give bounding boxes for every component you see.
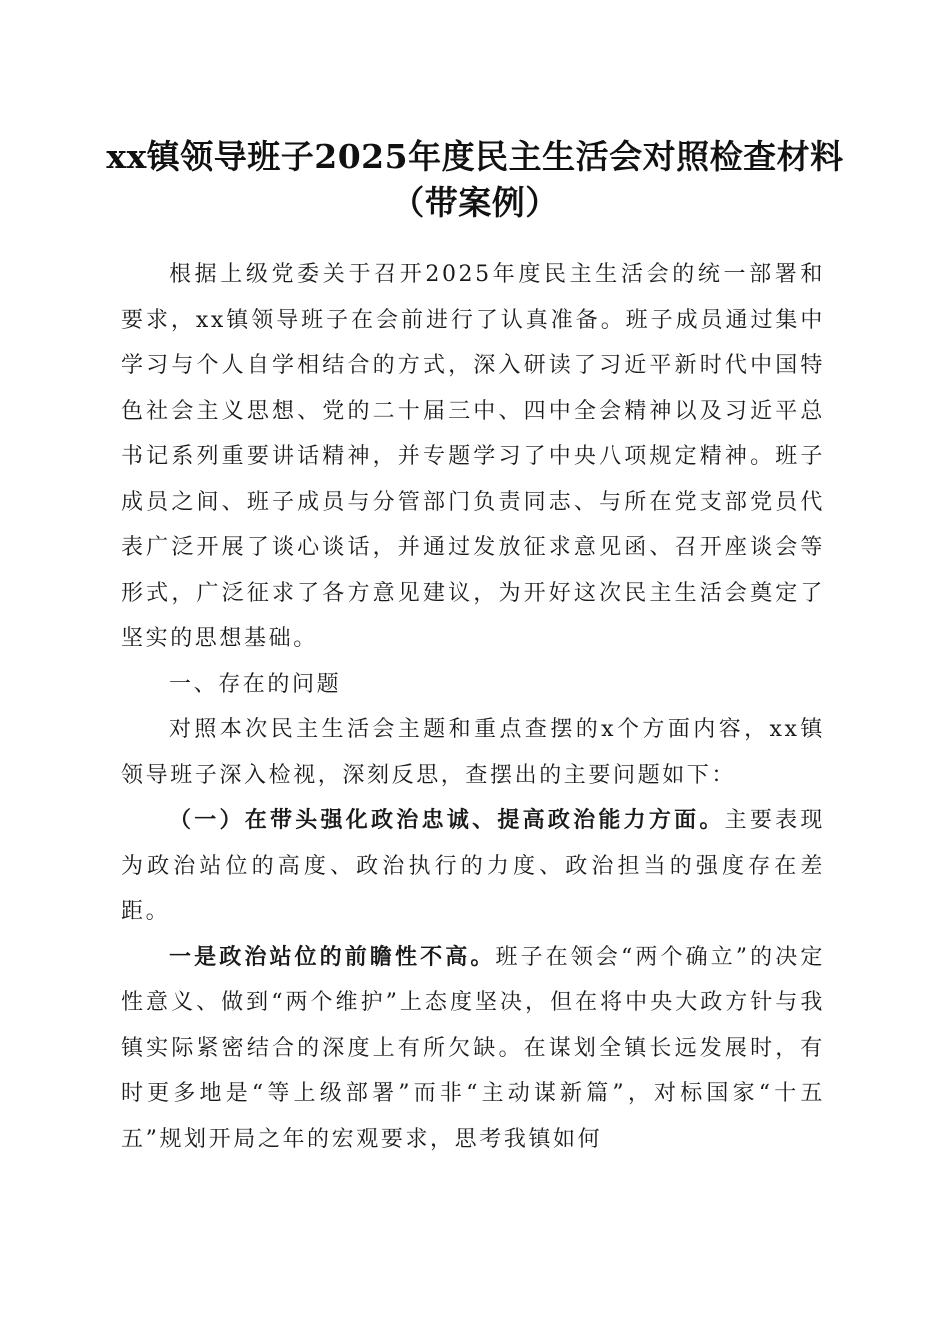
point-lead: 一是政治站位的前瞻性不高。 [169,943,496,970]
section-intro-paragraph: 对照本次民主生活会主题和重点查摆的x个方面内容，xx镇领导班子深入检视，深刻反思，查摆出的主要问题如下： [121,717,825,788]
point-text: 班子在领会“两个确立”的决定性意义、做到“两个维护”上态度坚决，但在将中央大政方针与我镇实际紧密结合的深度上有所欠缺。在谋划全镇长远发展时，有时更多地是“等上级部署”而非“主动谋新篇”，对标国家“十五五”规划开局之年的宏观要求，思考我镇如何 [121,944,825,1152]
subsection-heading: （一）在带头强化政治忠诚、提高政治能力方面。 [169,807,725,833]
document-title: xx镇领导班子2025年度民主生活会对照检查材料（带案例） [106,137,844,222]
intro-paragraph: 根据上级党委关于召开2025年度民主生活会的统一部署和要求，xx镇领导班子在会前进行了认真准备。班子成员通过集中学习与个人自学相结合的方式，深入研读了习近平新时代中国特色社会主义思想、党的二十届三中、四中全会精神以及习近平总书记系列重要讲话精神，并专题学习了中央八项规定精神。班子成员之间、班子成员与分管部门负责同志、与所在党支部党员代表广泛开展了谈心谈话，并通过发放征求意见函、召开座谈会等形式，广泛征求了各方意见建议，为开好这次民主生活会奠定了坚实的思想基础。 [121,262,825,651]
subsection-paragraph [121,798,825,935]
document-body [121,252,825,1162]
section-heading-problems: 一、存在的问题 [169,671,342,697]
subsection-text: 主要表现为政治站位的高度、政治执行的力度、政治担当的强度存在差距。 [121,808,826,924]
point-paragraph [121,935,825,1163]
